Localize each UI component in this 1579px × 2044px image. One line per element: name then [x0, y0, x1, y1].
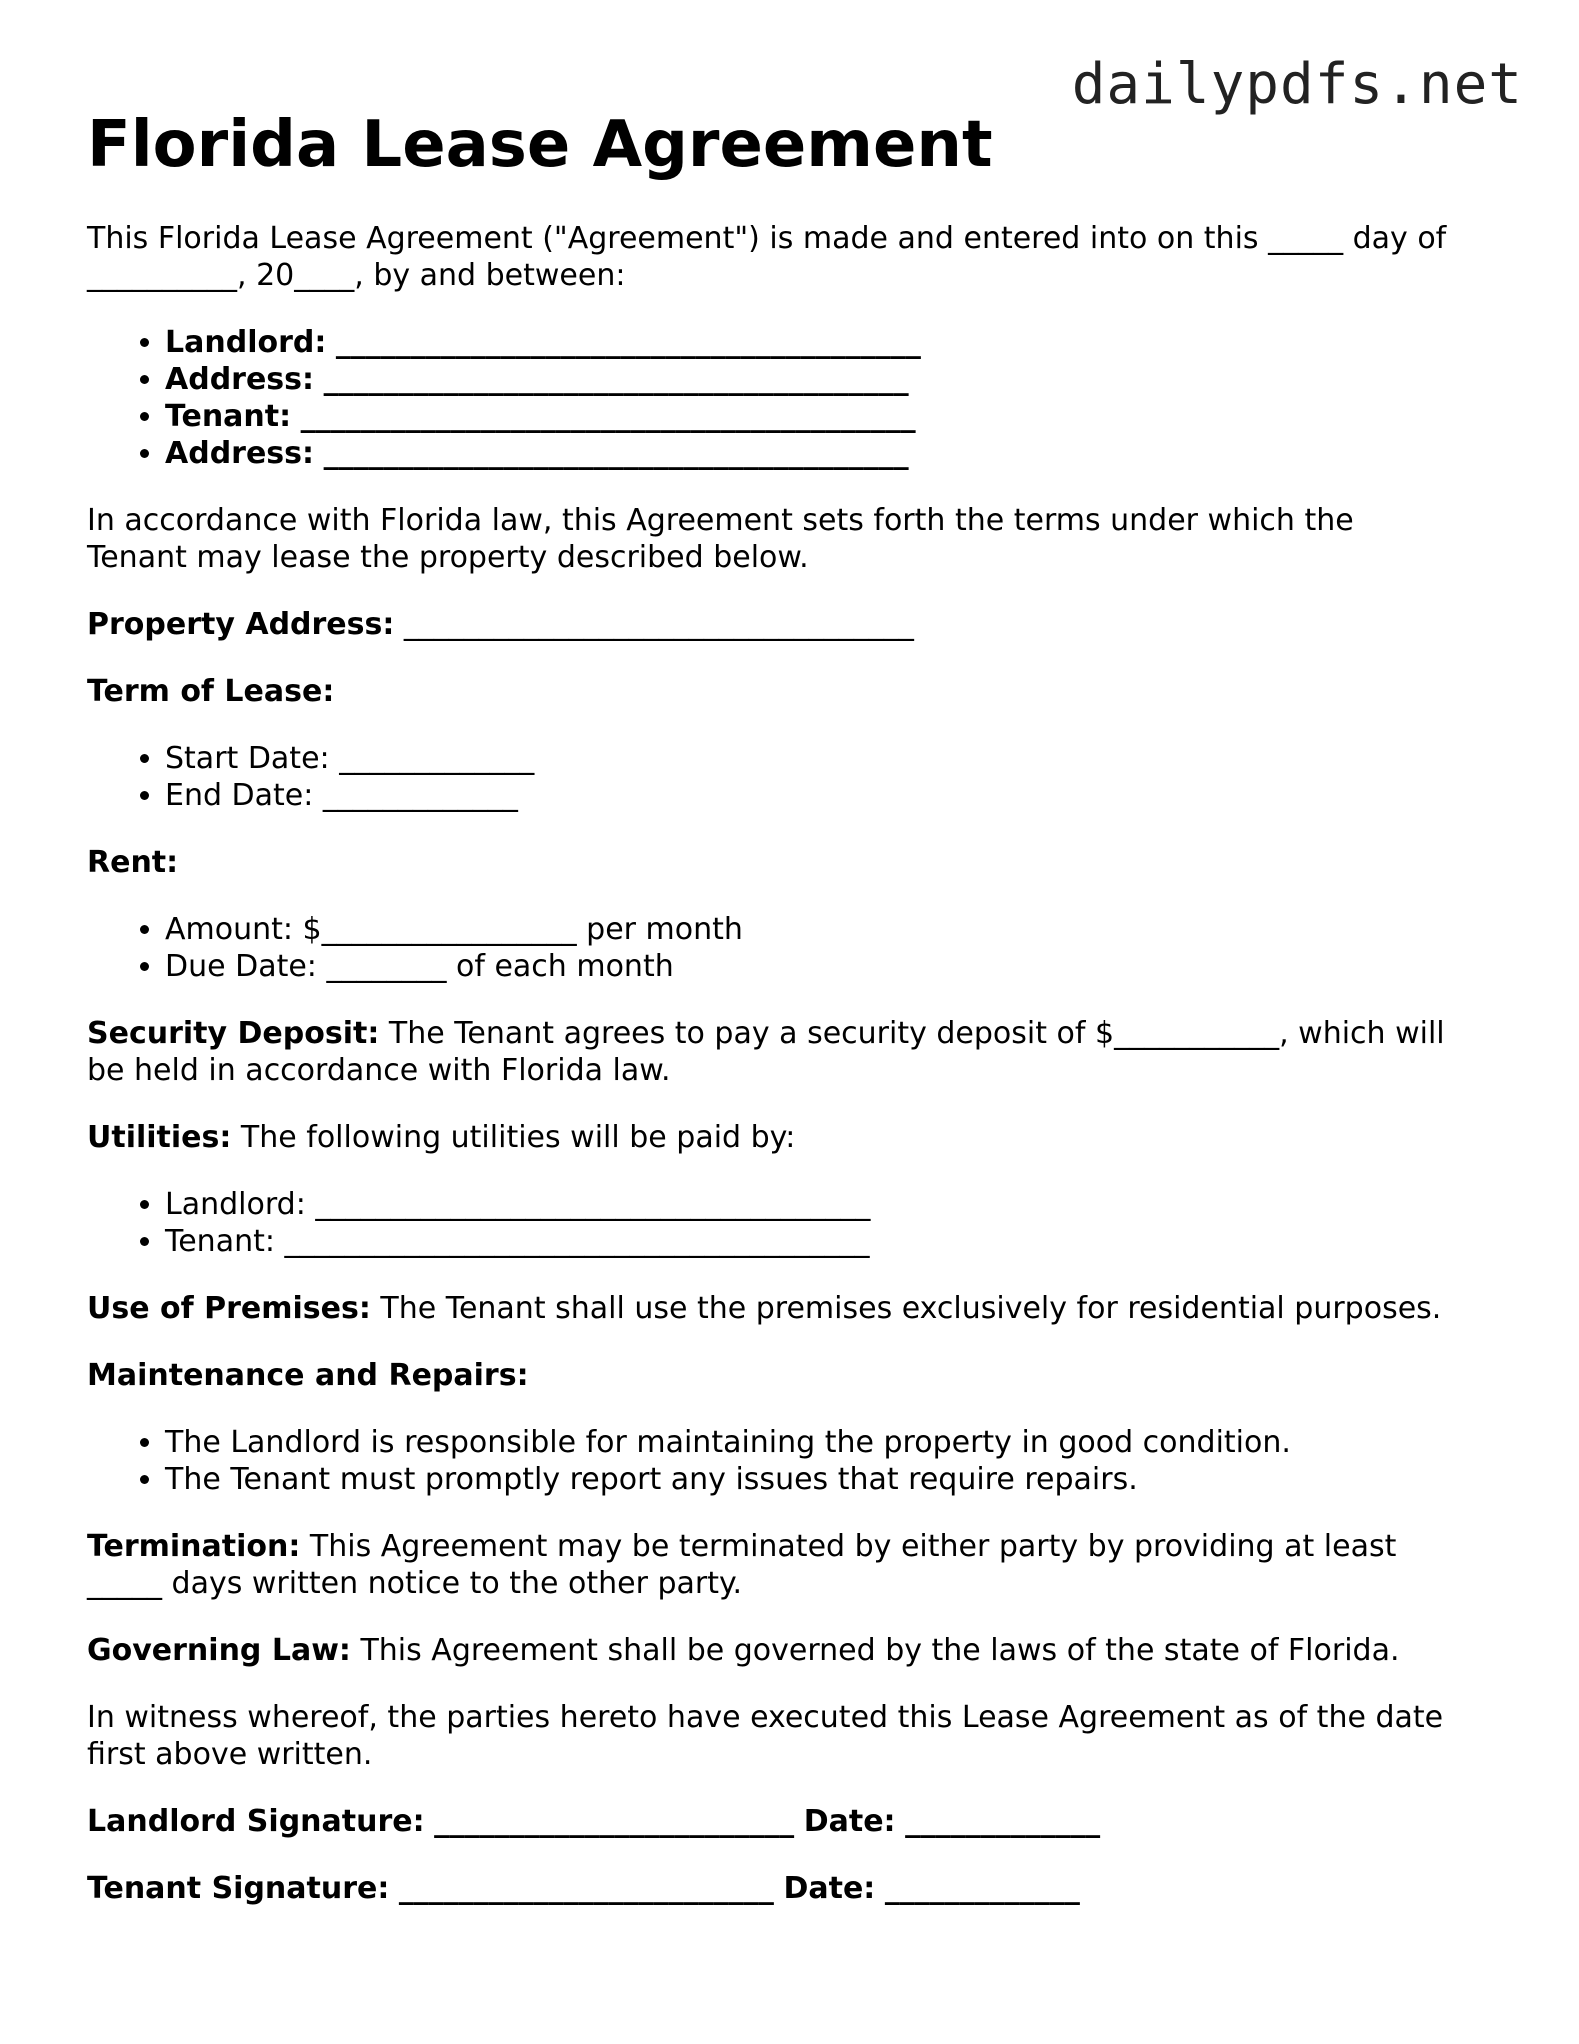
signature-label: Tenant Signature:	[87, 1871, 390, 1906]
watermark: dailypdfs.net	[1071, 52, 1523, 117]
utilities	[87, 1119, 1507, 1156]
maintenance-item: • The Landlord is responsible for maintaining the property in good condition.	[165, 1424, 1507, 1461]
utilities-tenant	[165, 1223, 1507, 1260]
rent-heading-text: Rent:	[87, 845, 179, 880]
rent-heading	[87, 844, 1507, 881]
parties-list	[87, 324, 1507, 472]
termination	[87, 1528, 1507, 1602]
premises-text: The Tenant shall use the premises exclusively for residential purposes.	[380, 1291, 1442, 1326]
party-tenant-address	[165, 435, 1507, 472]
term-label: Start Date:	[165, 741, 330, 776]
signature-label: Landlord Signature:	[87, 1804, 425, 1839]
term-label: End Date:	[165, 778, 314, 813]
governing-law	[87, 1632, 1507, 1669]
maintenance-heading	[87, 1357, 1507, 1394]
term-list	[87, 740, 1507, 814]
maintenance-item: • The Tenant must promptly report any issues that require repairs.	[165, 1461, 1507, 1498]
term-heading	[87, 673, 1507, 710]
utilities-item-label: Landlord:	[165, 1187, 306, 1222]
termination-text-1: This Agreement may be terminated by either party by providing at least	[309, 1529, 1397, 1564]
governing-label: Governing Law:	[87, 1633, 351, 1668]
rent-due-date	[165, 948, 1507, 985]
term-heading-text: Term of Lease:	[87, 674, 335, 709]
rent-amount-label: Amount: $	[165, 912, 322, 947]
signature-date-label: Date:	[783, 1871, 876, 1906]
intro-line-2: __________, 20____, by and between:	[87, 258, 626, 293]
governing-text: This Agreement shall be governed by the laws of the state of Florida.	[360, 1633, 1400, 1668]
maintenance-list	[87, 1424, 1507, 1498]
term-end	[165, 777, 1507, 814]
utilities-item-blank[interactable]: _____________________________________	[315, 1187, 871, 1222]
party-blank[interactable]: _______________________________________	[323, 362, 909, 397]
party-landlord	[165, 324, 1507, 361]
rent-amount-suffix: per month	[586, 912, 743, 947]
party-blank[interactable]: _______________________________________	[335, 325, 921, 360]
rent-amount-blank[interactable]: _________________	[321, 912, 577, 947]
party-blank[interactable]: _______________________________________	[323, 436, 909, 471]
accordance-line-2: Tenant may lease the property described below.	[87, 540, 809, 575]
rent-list	[87, 911, 1507, 985]
witness-paragraph	[87, 1699, 1507, 1773]
party-label: Landlord:	[165, 325, 327, 360]
utilities-item-label: Tenant:	[165, 1224, 275, 1259]
party-label: Address:	[165, 362, 315, 397]
security-text-2: be held in accordance with Florida law.	[87, 1053, 671, 1088]
signature-date-blank[interactable]: _____________	[884, 1871, 1080, 1906]
rent-due-label: Due Date:	[165, 949, 317, 984]
document-title: Florida Lease Agreement	[87, 108, 993, 182]
accordance-line-1: In accordance with Florida law, this Agreement sets forth the terms under which the	[87, 503, 1354, 538]
use-of-premises	[87, 1290, 1507, 1327]
party-landlord-address	[165, 361, 1507, 398]
witness-line-1: In witness whereof, the parties hereto have executed this Lease Agreement as of the date	[87, 1700, 1444, 1735]
signature-date-blank[interactable]: _____________	[905, 1804, 1101, 1839]
term-blank[interactable]: _____________	[339, 741, 535, 776]
signature-blank[interactable]: _________________________	[398, 1871, 774, 1906]
property-label: Property Address:	[87, 607, 395, 642]
rent-due-blank[interactable]: ________	[326, 949, 447, 984]
premises-label: Use of Premises:	[87, 1291, 371, 1326]
security-text-1: The Tenant agrees to pay a security deposit of $___________, which will	[388, 1016, 1445, 1051]
tenant-signature-line	[87, 1870, 1507, 1907]
signature-date-label: Date:	[803, 1804, 896, 1839]
party-tenant	[165, 398, 1507, 435]
security-label: Security Deposit:	[87, 1016, 380, 1051]
rent-amount	[165, 911, 1507, 948]
utilities-label: Utilities:	[87, 1120, 232, 1155]
termination-text-2: _____ days written notice to the other party.	[87, 1566, 742, 1601]
termination-label: Termination:	[87, 1529, 301, 1564]
utilities-landlord	[165, 1186, 1507, 1223]
signature-blank[interactable]: ________________________	[434, 1804, 795, 1839]
utilities-text: The following utilities will be paid by:	[240, 1120, 796, 1155]
party-label: Tenant:	[165, 399, 292, 434]
property-address	[87, 606, 1507, 643]
security-deposit	[87, 1015, 1507, 1089]
rent-due-suffix: of each month	[456, 949, 674, 984]
property-blank[interactable]: __________________________________	[403, 607, 914, 642]
landlord-signature-line	[87, 1803, 1507, 1840]
maintenance-heading-text: Maintenance and Repairs:	[87, 1358, 529, 1393]
utilities-list	[87, 1186, 1507, 1260]
intro-line-1: This Florida Lease Agreement ("Agreement") is made and entered into on this _____ day of	[87, 221, 1447, 256]
term-start	[165, 740, 1507, 777]
utilities-item-blank[interactable]: _______________________________________	[284, 1224, 870, 1259]
term-blank[interactable]: _____________	[322, 778, 518, 813]
party-label: Address:	[165, 436, 315, 471]
party-blank[interactable]: _________________________________________	[300, 399, 916, 434]
accordance-paragraph	[87, 502, 1507, 576]
document-page	[87, 105, 1507, 1937]
intro-paragraph	[87, 220, 1507, 294]
witness-line-2: first above written.	[87, 1737, 373, 1772]
